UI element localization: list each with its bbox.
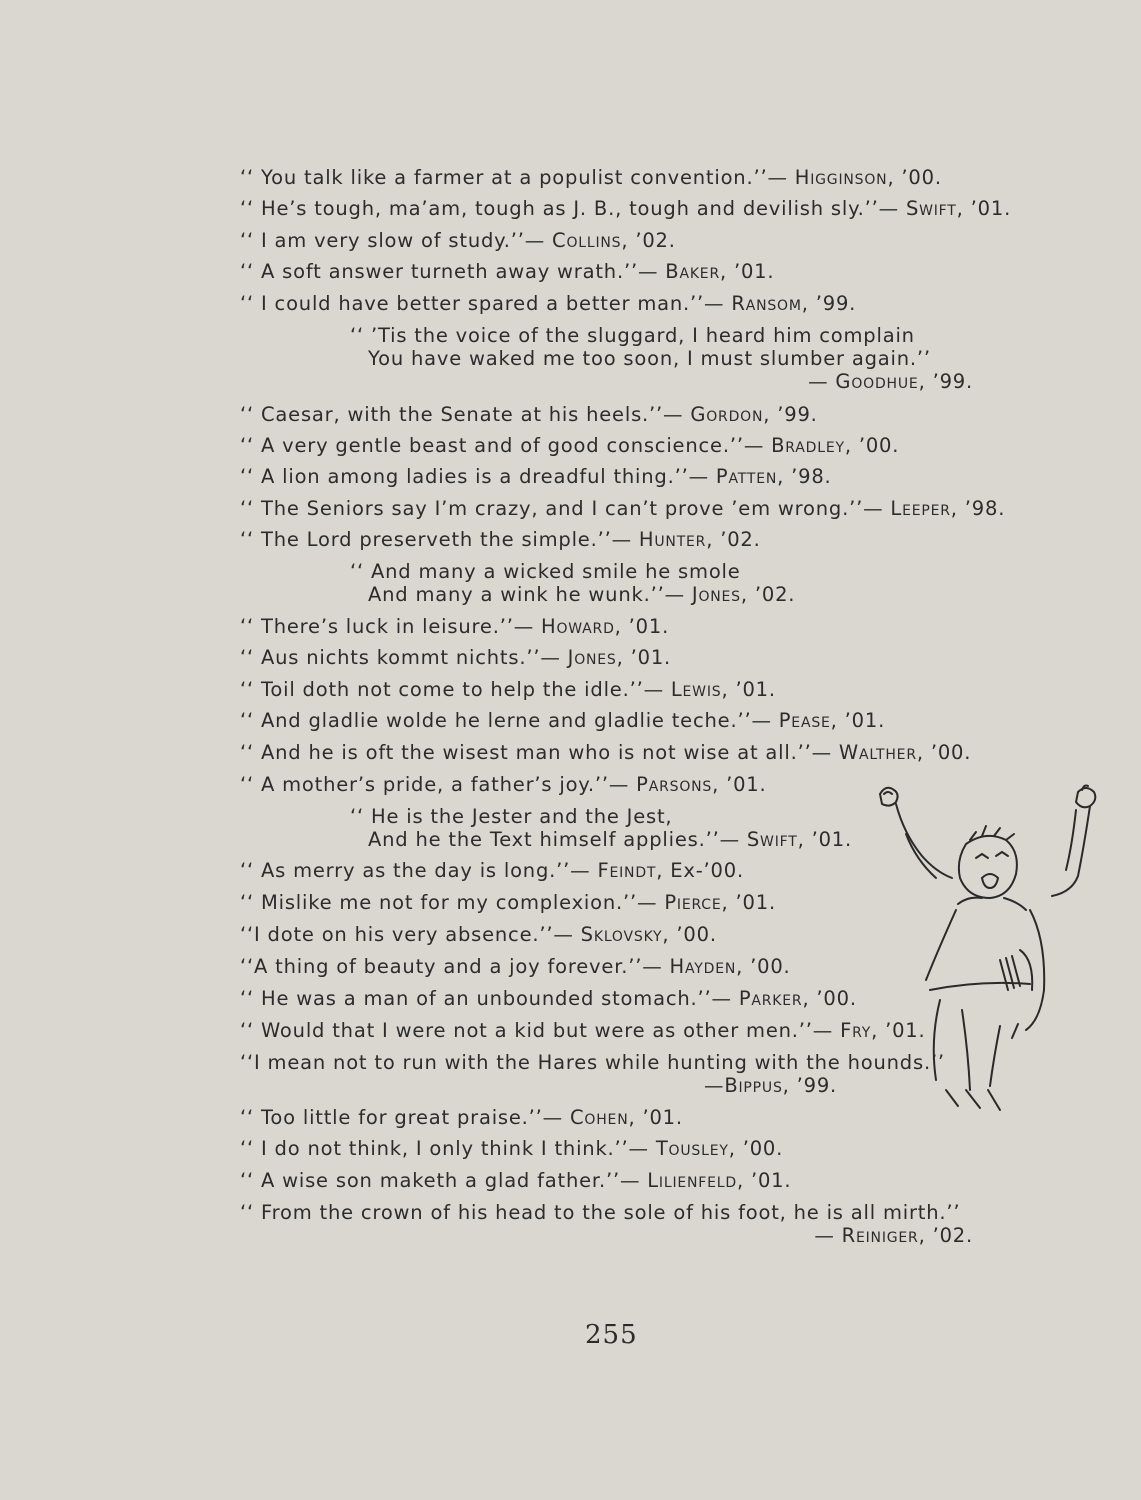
quote-line: ‘‘ Mislike me not for my complexion.’’— Pierce, ’01.	[240, 891, 776, 914]
verse-attribution: — Goodhue, ’99.	[808, 370, 973, 393]
quote-line: ‘‘ A mother’s pride, a father’s joy.’’— Parsons, ’01.	[240, 773, 767, 796]
quote-line: ‘‘ A very gentle beast and of good conscience.’’— Bradley, ’00.	[240, 434, 900, 457]
quote-line: ‘‘ From the crown of his head to the sole of his foot, he is all mirth.’’	[240, 1201, 961, 1224]
quote-line: ‘‘ And gladlie wolde he lerne and gladlie teche.’’— Pease, ’01.	[240, 709, 886, 732]
verse-line: ‘‘ He is the Jester and the Jest,	[350, 805, 673, 828]
quote-line: ‘‘A thing of beauty and a joy forever.’’— Hayden, ’00.	[240, 955, 791, 978]
quote-line: ‘‘ The Seniors say I’m crazy, and I can’t prove ’em wrong.’’— Leeper, ’98.	[240, 497, 1006, 520]
quote-line: ‘‘ There’s luck in leisure.’’— Howard, ’01.	[240, 615, 670, 638]
verse-line: You have waked me too soon, I must slumber again.’’	[368, 347, 931, 370]
quote-line: ‘‘ Caesar, with the Senate at his heels.’’— Gordon, ’99.	[240, 403, 818, 426]
verse-line: ‘‘ ’Tis the voice of the sluggard, I heard him complain	[350, 324, 915, 347]
quote-line: ‘‘ You talk like a farmer at a populist convention.’’— Higginson, ’00.	[240, 166, 942, 189]
quote-line: ‘‘ As merry as the day is long.’’— Feindt, Ex-’00.	[240, 859, 744, 882]
quote-line: ‘‘ I do not think, I only think I think.’’— Tousley, ’00.	[240, 1137, 784, 1160]
quote-line: ‘‘ Too little for great praise.’’— Cohen, ’01.	[240, 1106, 683, 1129]
quote-line: ‘‘ A lion among ladies is a dreadful thing.’’— Patten, ’98.	[240, 465, 832, 488]
quote-line: ‘‘ Toil doth not come to help the idle.’’— Lewis, ’01.	[240, 678, 776, 701]
quote-line: ‘‘ The Lord preserveth the simple.’’— Hunter, ’02.	[240, 528, 761, 551]
quote-line: ‘‘I mean not to run with the Hares while hunting with the hounds.’’	[240, 1051, 945, 1074]
quote-line: ‘‘ He was a man of an unbounded stomach.’’— Parker, ’00.	[240, 987, 857, 1010]
quote-line: ‘‘ And he is oft the wisest man who is not wise at all.’’— Walther, ’00.	[240, 741, 972, 764]
quote-line: ‘‘ A soft answer turneth away wrath.’’— Baker, ’01.	[240, 260, 775, 283]
quote-line: ‘‘ A wise son maketh a glad father.’’— Lilienfeld, ’01.	[240, 1169, 792, 1192]
page-number: 255	[585, 1320, 638, 1350]
quote-line: ‘‘I dote on his very absence.’’— Sklovsky, ’00.	[240, 923, 717, 946]
quote-line: ‘‘ I am very slow of study.’’— Collins, ’02.	[240, 229, 676, 252]
quote-line: ‘‘ I could have better spared a better man.’’— Ransom, ’99.	[240, 292, 857, 315]
verse-line: And he the Text himself applies.’’— Swift, ’01.	[368, 828, 853, 851]
quote-line: ‘‘ Would that I were not a kid but were as other men.’’— Fry, ’01.	[240, 1019, 926, 1042]
verse-line: And many a wink he wunk.’’— Jones, ’02.	[368, 583, 796, 606]
verse-line: ‘‘ And many a wicked smile he smole	[350, 560, 741, 583]
quote-line: ‘‘ Aus nichts kommt nichts.’’— Jones, ’01.	[240, 646, 672, 669]
quote-line: ‘‘ He’s tough, ma’am, tough as J. B., tough and devilish sly.’’— Swift, ’01.	[240, 197, 1012, 220]
quote-attribution: —Bippus, ’99.	[704, 1074, 838, 1097]
quote-attribution: — Reiniger, ’02.	[814, 1224, 973, 1247]
jester-illustration	[870, 780, 1110, 1140]
